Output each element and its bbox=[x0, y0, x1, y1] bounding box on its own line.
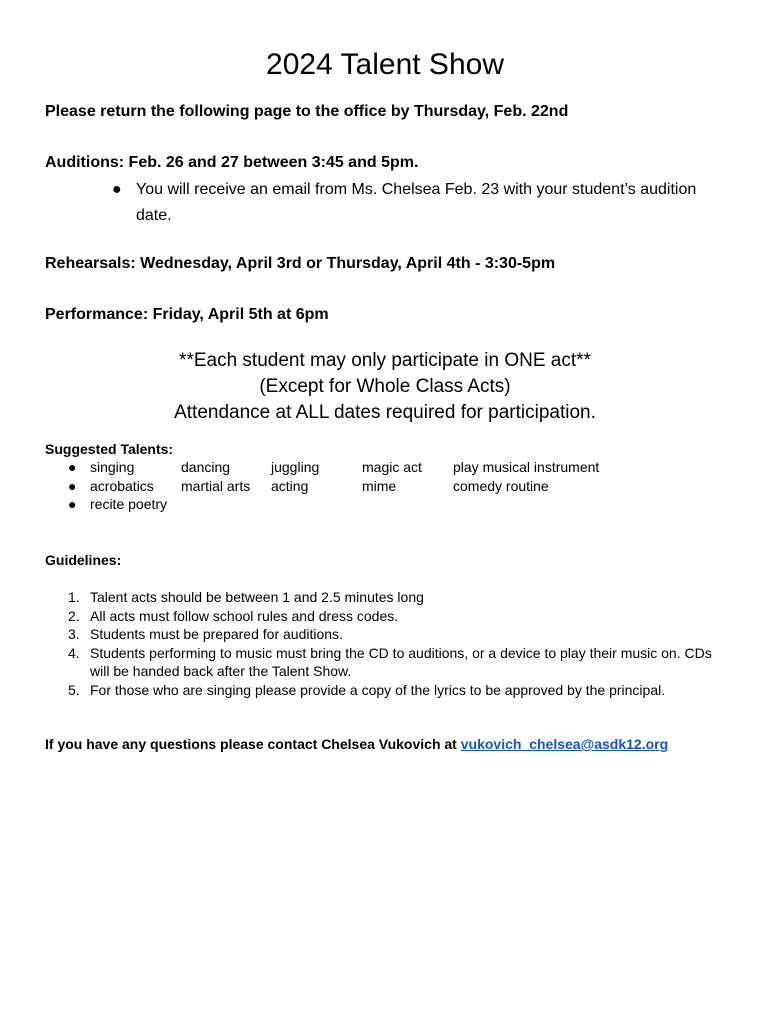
talent-item: magic act bbox=[362, 459, 422, 475]
talent-item: juggling bbox=[271, 459, 320, 475]
guideline-item bbox=[68, 588, 728, 607]
talents-heading: Suggested Talents: bbox=[45, 441, 174, 457]
rehearsals-line: Rehearsals: Wednesday, April 3rd or Thursday, April 4th - 3:30-5pm bbox=[45, 255, 556, 272]
guideline-number: 4. bbox=[68, 644, 80, 661]
participation-notice bbox=[0, 348, 770, 426]
notice-line-3: Attendance at ALL dates required for participation. bbox=[174, 402, 596, 423]
guidelines-list bbox=[68, 588, 728, 699]
guideline-item bbox=[68, 681, 728, 700]
bullet-icon: ● bbox=[112, 181, 122, 198]
auditions-bullet-text: You will receive an email from Ms. Chelsea Feb. 23 with your student’s audition date. bbox=[136, 181, 697, 224]
guideline-text: Talent acts should be between 1 and 2.5 minutes long bbox=[90, 589, 424, 605]
guideline-item bbox=[68, 607, 728, 626]
talent-item: play musical instrument bbox=[453, 459, 600, 475]
contact-line bbox=[45, 736, 668, 752]
talent-item: acting bbox=[271, 477, 309, 494]
return-notice: Please return the following page to the office by Thursday, Feb. 22nd bbox=[45, 103, 569, 120]
notice-line-2: (Except for Whole Class Acts) bbox=[259, 376, 511, 397]
talent-item: martial arts bbox=[181, 477, 251, 494]
guideline-number: 3. bbox=[68, 626, 80, 642]
talent-item: dancing bbox=[181, 459, 231, 475]
bullet-icon: ● bbox=[68, 496, 77, 512]
guideline-text: All acts must follow school rules and dress codes. bbox=[90, 607, 399, 624]
guideline-number: 1. bbox=[68, 589, 80, 605]
guideline-item bbox=[68, 625, 728, 644]
auditions-heading: Auditions: Feb. 26 and 27 between 3:45 and 5pm. bbox=[45, 154, 419, 171]
talent-item: acrobatics bbox=[90, 477, 154, 494]
contact-email-link[interactable]: vukovich_chelsea@asdk12.org bbox=[460, 736, 669, 752]
page-title: 2024 Talent Show bbox=[266, 48, 504, 81]
talent-item: recite poetry bbox=[90, 496, 168, 512]
guideline-item bbox=[68, 644, 728, 681]
talent-item: comedy routine bbox=[453, 477, 549, 494]
guideline-text: Students must be prepared for auditions. bbox=[90, 626, 343, 642]
auditions-bullet bbox=[112, 177, 712, 229]
contact-text: If you have any questions please contact Chelsea Vukovich at bbox=[45, 736, 461, 752]
bullet-icon: ● bbox=[68, 477, 77, 494]
performance-line: Performance: Friday, April 5th at 6pm bbox=[45, 306, 329, 323]
bullet-icon: ● bbox=[68, 459, 77, 475]
talent-item: mime bbox=[362, 477, 397, 494]
guideline-text: For those who are singing please provide a copy of the lyrics to be approved by the principal. bbox=[90, 681, 666, 698]
guideline-number: 2. bbox=[68, 607, 80, 624]
talent-item: singing bbox=[90, 459, 135, 475]
notice-line-1: **Each student may only participate in ONE act** bbox=[179, 350, 591, 371]
guidelines-heading: Guidelines: bbox=[45, 552, 122, 568]
guideline-text: Students performing to music must bring the CD to auditions, or a device to play their music on. CDs will be handed back after the Talent Show. bbox=[90, 644, 712, 679]
guideline-number: 5. bbox=[68, 681, 80, 698]
